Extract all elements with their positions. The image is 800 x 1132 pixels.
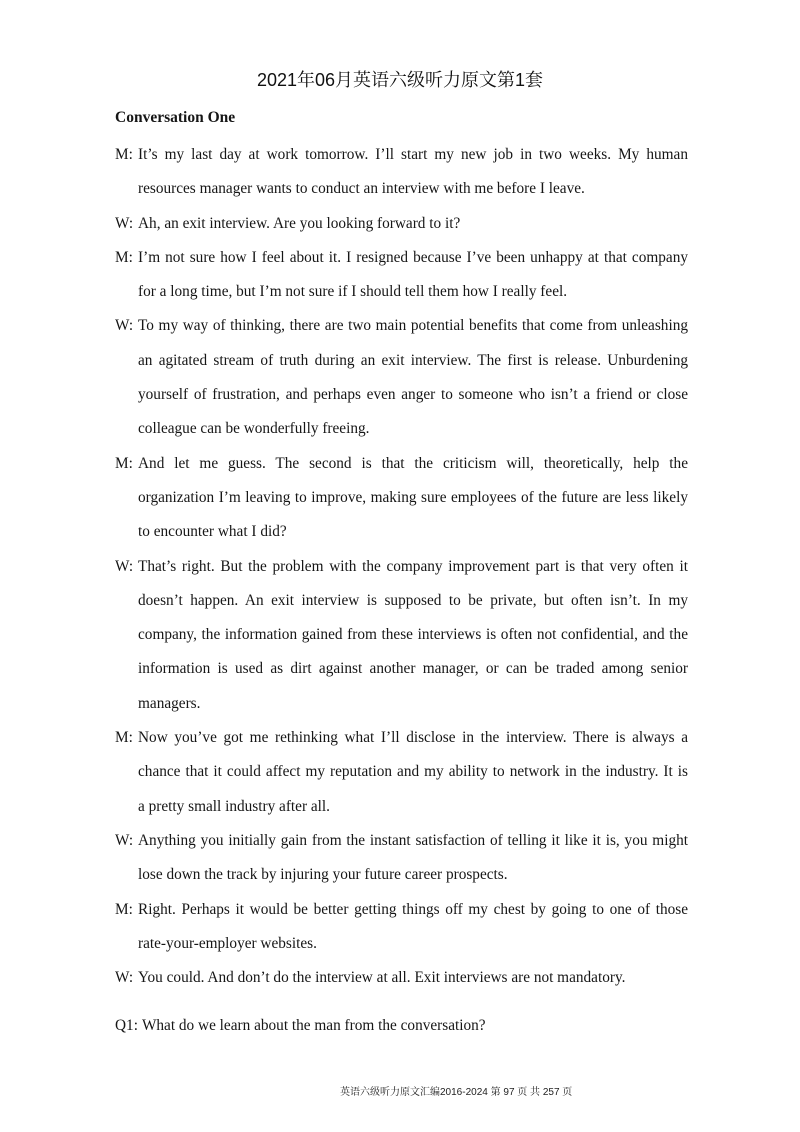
utterance-line: You could. And don’t do the interview at all. Exit interviews are not mandatory. [138,969,626,987]
dialogue-turn [115,961,688,995]
dialogue-turn [115,207,688,241]
dialogue [115,138,688,1044]
dialogue-turn [115,241,688,310]
dialogue-turn [115,309,688,446]
utterance [138,241,688,310]
dialogue-turn [115,893,688,962]
dialogue-turn [115,447,688,550]
speaker-label: W: [115,969,134,987]
utterance-line: an agitated stream of truth during an exit interview. The first is release. Unburdening [138,351,688,369]
utterance [138,824,688,893]
utterance [138,721,688,824]
utterance-line: To my way of thinking, there are two main potential benefits that come from unleashing [138,317,688,335]
utterance-line: organization I’m leaving to improve, making sure employees of the future are less likely [138,488,688,506]
utterance-line: Anything you initially gain from the instant satisfaction of telling it like it is, you might [138,831,688,849]
utterance [138,961,688,995]
utterance-line: Ah, an exit interview. Are you looking forward to it? [138,214,461,232]
speaker-label: W: [115,831,134,849]
speaker-label: M: [115,146,133,163]
page-title: 2021年06月英语六级听力原文第1套 [256,70,544,90]
utterance [138,550,688,721]
utterance [138,893,688,962]
utterance-line: chance that it could affect my reputation and my ability to network in the industry. It is [138,763,688,781]
utterance-line: a pretty small industry after all. [138,797,331,815]
utterance-line: information is used as dirt against another manager, or can be traded among senior [138,660,688,678]
dialogue-turn [115,824,688,893]
utterance-line: colleague can be wonderfully freeing. [138,420,370,438]
utterance-line: yourself of frustration, and perhaps even anger to someone who isn’t a friend or close [138,386,688,404]
utterance [138,447,688,550]
utterance-line: Right. Perhaps it would be better getting things off my chest by going to one of those [138,900,688,918]
utterance-line: resources manager wants to conduct an interview with me before I leave. [138,180,585,198]
speaker-label: M: [115,900,133,918]
utterance-line: It’s my last day at work tomorrow. I’ll start my new job in two weeks. My human [138,146,688,163]
utterance-line: doesn’t happen. An exit interview is supposed to be private, but often isn’t. In my [138,591,688,609]
utterance-line: company, the information gained from these interviews is often not confidential, and the [138,626,688,644]
utterance-line: managers. [138,694,201,712]
dialogue-turn [115,721,688,824]
utterance-line: lose down the track by injuring your future career prospects. [138,866,508,884]
utterance [138,207,688,241]
speaker-label: M: [115,454,133,472]
speaker-label: W: [115,214,134,232]
utterance-line: I’m not sure how I feel about it. I resigned because I’ve been unhappy at that company [138,248,688,266]
utterance [138,138,688,207]
utterance-line: Now you’ve got me rethinking what I’ll disclose in the interview. There is always a [138,729,688,747]
page-footer: 英语六级听力原文汇编2016-2024 第 97 页 共 257 页 [340,1087,573,1098]
utterance-line: And let me guess. The second is that the criticism will, theoretically, help the [138,454,688,472]
dialogue-turn [115,138,688,207]
utterance [138,309,688,446]
speaker-label: W: [115,557,134,575]
question [115,1009,688,1043]
speaker-label: M: [115,248,133,266]
speaker-label: M: [115,729,133,747]
speaker-label: W: [115,317,134,335]
question-label: Q1: [115,1017,138,1035]
utterance-line: That’s right. But the problem with the company improvement part is that very often it [138,557,688,575]
question-text: What do we learn about the man from the conversation? [141,1017,486,1035]
section-heading: Conversation One [115,109,236,126]
dialogue-turn [115,550,688,721]
utterance-line: to encounter what I did? [138,523,287,541]
utterance-line: rate-your-employer websites. [138,934,317,952]
utterance-line: for a long time, but I’m not sure if I should tell them how I really feel. [138,283,568,301]
